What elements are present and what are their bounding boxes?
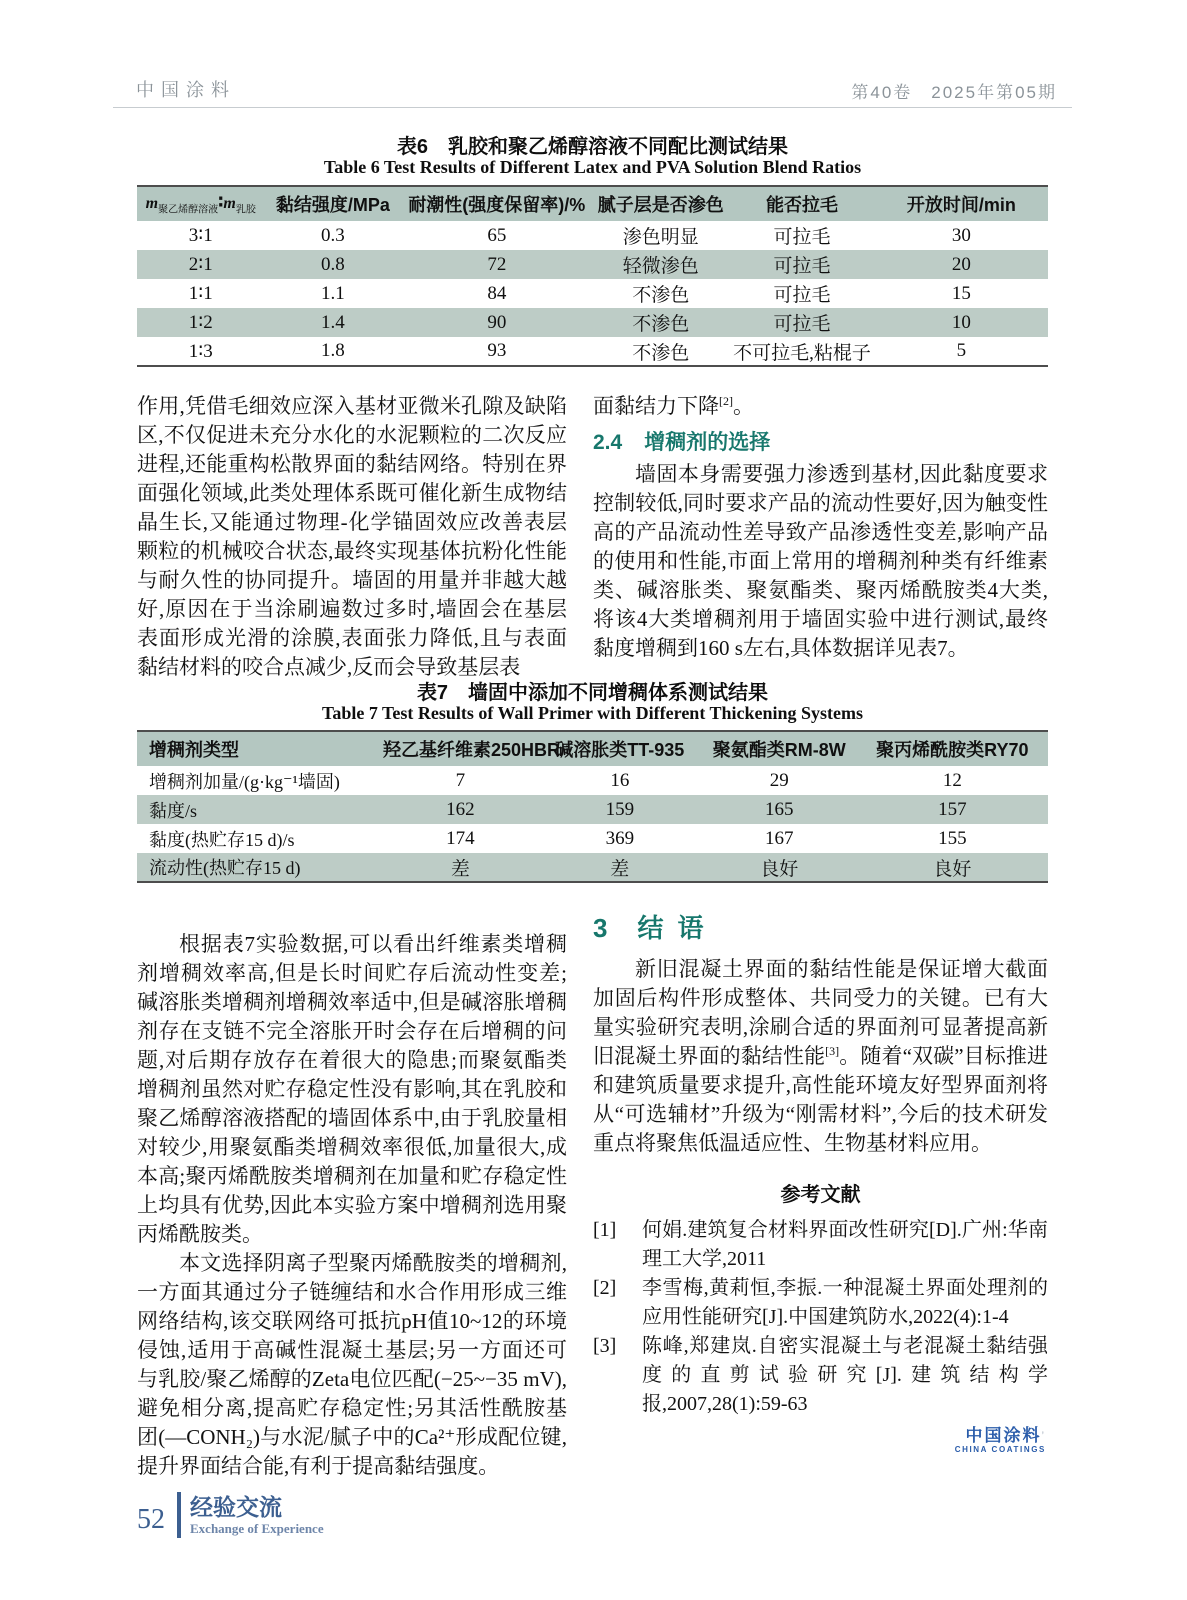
table-cell: 174 — [446, 827, 475, 849]
table-cell: 65 — [487, 224, 507, 246]
reference-number: [1] — [593, 1219, 617, 1241]
table-cell: 12 — [942, 769, 962, 791]
table-row — [137, 279, 1048, 308]
table-cell: 2∶1 — [188, 254, 213, 275]
table-cell: 167 — [764, 827, 794, 849]
table6-title-cn: 表6 乳胶和聚乙烯醇溶液不同配比测试结果 — [396, 136, 789, 158]
paragraph-text: 面黏结力下降 — [593, 394, 719, 418]
table-cell: 差 — [450, 858, 470, 880]
table6-title-en: Table 6 Test Results of Different Latex and PVA Solution Blend Ratios — [323, 157, 862, 177]
ratio-sub1: 聚乙烯醇溶液 — [158, 204, 219, 216]
table-cell: 1.1 — [320, 282, 345, 304]
table7-col-header: 增稠剂类型 — [149, 740, 239, 760]
paragraph — [593, 955, 1048, 1158]
citation-marker: [2] — [719, 394, 733, 408]
table-row — [137, 308, 1048, 337]
table7-title-cn: 表7 墙固中添加不同增稠体系测试结果 — [416, 682, 769, 704]
logo-cn-label: 中国涂料 — [965, 1426, 1042, 1445]
table-cell: 增稠剂加量/(g·kg⁻¹墙固) — [149, 771, 340, 792]
reference-number: [3] — [593, 1335, 617, 1357]
table6-col-header: 耐潮性(强度保留率)/% — [408, 195, 586, 215]
right-column — [593, 392, 1048, 682]
body-block-1 — [137, 392, 1048, 682]
ratio-colon: ∶ — [218, 192, 224, 213]
table6-col-header: 开放时间/min — [906, 195, 1016, 215]
table-cell: 72 — [487, 253, 507, 275]
reference-item — [593, 1216, 1048, 1274]
table-cell: 轻微渗色 — [622, 256, 699, 277]
paragraph — [593, 392, 1048, 421]
reference-text: 李雪梅,黄莉恒,李振.一种混凝土界面处理剂的应用性能研究[J].中国建筑防水,2022(4):1-4 — [642, 1277, 1048, 1328]
footer-section — [190, 1494, 324, 1537]
china-coatings-logo — [593, 1427, 1048, 1456]
footer-section-cn: 经验交流 — [190, 1493, 282, 1520]
table-cell: 黏度/s — [149, 800, 198, 821]
citation-marker: [3] — [825, 1044, 840, 1058]
table7-col-header: 聚丙烯酰胺类RY70 — [876, 740, 1029, 760]
table-cell: 可拉毛 — [773, 285, 831, 306]
footer-section-en: Exchange of Experience — [190, 1520, 324, 1536]
table-cell: 良好 — [933, 858, 972, 880]
table-cell: 不渗色 — [632, 314, 690, 335]
table-row — [137, 795, 1048, 824]
table6-col-header: 能否拉毛 — [765, 195, 838, 215]
reference-text: 陈峰,郑建岚.自密实混凝土与老混凝土黏结强度的直剪试验研究[J].建筑结构学报,2007,28(1):59-63 — [642, 1335, 1048, 1415]
table-cell: 20 — [951, 253, 971, 275]
body-block-2 — [137, 908, 1048, 1481]
table-cell: 0.3 — [320, 224, 345, 246]
section-number: 3 — [593, 913, 608, 943]
ratio-m2: m — [223, 195, 236, 213]
paragraph-text: 新旧混凝土界面的黏结性能是保证增大截面加固后构件形成整体、共同受力的关键。已有大量实验研究表明,涂刷合适的界面剂可显著提高新旧混凝土界面的黏结性能 — [593, 957, 1048, 1068]
table-cell: 渗色明显 — [622, 227, 699, 248]
table6-header-row — [137, 186, 1048, 221]
reference-item — [593, 1332, 1048, 1419]
table6-col-header: 腻子层是否渗色 — [597, 195, 724, 215]
table-cell: 1.4 — [320, 311, 345, 333]
table6 — [137, 185, 1048, 367]
table7-col-header: 羟乙基纤维素250HBR — [382, 740, 560, 760]
table-row — [137, 824, 1048, 853]
paragraph: 根据表7实验数据,可以看出纤维素类增稠剂增稠效率高,但是长时间贮存后流动性变差;碱溶胀类增稠剂增稠效率适中,但是碱溶胀增稠剂存在支链不完全溶胀开时会存在后增稠的问题,对后期存放存在着很大的隐患;而聚氨酯类增稠剂虽然对贮存稳定性没有影响,其在乳胶和聚乙烯醇溶液搭配的墙固体系中,由于乳胶量相对较少,用聚氨酯类增稠效率很低,加量很大,成本高;聚丙烯酰胺类增稠剂在加量和贮存稳定性上均具有优势,因此本实验方案中增稠剂选用聚丙烯酰胺类。 — [137, 932, 567, 1246]
header-rule — [113, 107, 1072, 108]
table-cell: 159 — [605, 798, 635, 820]
table-row — [137, 221, 1048, 250]
footer-divider-bar — [177, 1492, 181, 1538]
table-cell: 差 — [610, 858, 630, 880]
table-cell: 黏度(热贮存15 d)/s — [149, 829, 295, 850]
issue-info: 第40卷 2025年第05期 — [851, 83, 1057, 102]
page-footer — [137, 1492, 324, 1538]
table-cell: 155 — [938, 827, 967, 849]
table-cell: 不可拉毛,粘棍子 — [733, 342, 871, 364]
table-cell: 84 — [487, 282, 507, 304]
table-cell: 16 — [610, 769, 630, 791]
table-cell: 3∶1 — [188, 225, 213, 246]
table6-col-header: 黏结强度/MPa — [275, 195, 390, 215]
table-cell: 90 — [487, 311, 507, 333]
logo-text-cn — [593, 1427, 1046, 1444]
table7 — [137, 730, 1048, 883]
paragraph: 本文选择阴离子型聚丙烯酰胺类的增稠剂,一方面其通过分子链缠结和水合作用形成三维网络结构,该交联网络可抵抗pH值10~12的环境侵蚀,适用于高碱性混凝土基层;另一方面还可与乳胶/聚乙烯醇的Zeta电位匹配(−25~−35 mV),避免相分离,提高贮存稳定性;另其活性酰胺基团(—CONH₂)与水泥/腻子中的Ca²⁺形成配位键,提升界面结合能,有利于提高黏结强度。 — [137, 1251, 567, 1478]
section-heading-2-4 — [593, 426, 1048, 456]
table-cell: 可拉毛 — [773, 314, 831, 335]
table7-col-header: 聚氨酯类RM-8W — [712, 740, 846, 760]
page-number: 52 — [137, 1504, 165, 1535]
ratio-sub2: 乳胶 — [235, 204, 256, 216]
table-cell: 162 — [446, 798, 475, 820]
table-cell: 10 — [951, 311, 971, 333]
paragraph-text: 。随着“双碳”目标推进和建筑质量要求提升,高性能环境友好型界面剂将从“可选辅材”升级为“刚需材料”,今后的技术研发重点将聚焦低温适应性、生物基材料应用。 — [593, 1044, 1048, 1155]
section-heading-3 — [593, 908, 1048, 945]
table-cell: 不渗色 — [632, 285, 690, 306]
paragraph-text: 。 — [733, 394, 754, 418]
paragraph: 墙固本身需要强力渗透到基材,因此黏度要求控制较低,同时要求产品的流动性要好,因为触变性高的产品流动性差导致产品渗透性变差,影响产品的使用和性能,市面上常用的增稠剂种类有纤维素类、碱溶胀类、聚氨酯类、聚丙烯酰胺类4大类,将该4大类增稠剂用于墙固实验中进行测试,最终黏度增稠到160 s左右,具体数据详见表7。 — [593, 462, 1048, 660]
references-heading: 参考文献 — [780, 1184, 861, 1206]
table-cell: 5 — [956, 340, 967, 361]
logo-trademark-tick: ’ — [1041, 1430, 1046, 1440]
section-title: 增稠剂的选择 — [644, 431, 771, 454]
table-cell: 良好 — [760, 858, 799, 880]
table-cell: 1∶1 — [188, 283, 213, 304]
table-row — [137, 250, 1048, 279]
logo-text-en: CHINA COATINGS — [954, 1445, 1046, 1454]
table-cell: 15 — [951, 282, 971, 304]
table-cell: 1∶2 — [188, 312, 213, 333]
table7-col-header: 碱溶胀类TT-935 — [555, 740, 685, 760]
table7-title-en: Table 7 Test Results of Wall Primer with Different Thickening Systems — [321, 703, 864, 723]
left-column — [137, 392, 567, 682]
table-cell: 29 — [769, 769, 789, 791]
reference-text: 何娟.建筑复合材料界面改性研究[D].广州:华南理工大学,2011 — [642, 1219, 1048, 1270]
table-cell: 可拉毛 — [773, 256, 831, 277]
table-cell: 93 — [487, 340, 507, 361]
reference-item — [593, 1274, 1048, 1332]
table-cell: 1.8 — [320, 340, 345, 361]
table-cell: 1∶3 — [188, 340, 213, 362]
left-column — [137, 908, 567, 1481]
table-cell: 369 — [605, 827, 635, 849]
reference-number: [2] — [593, 1277, 617, 1299]
table7-header-row — [137, 731, 1048, 766]
table-row — [137, 766, 1048, 795]
table-cell: 165 — [764, 798, 794, 820]
table-cell: 7 — [455, 769, 466, 791]
ratio-m1: m — [145, 195, 159, 213]
section-title: 结语 — [637, 913, 718, 943]
table-cell: 30 — [951, 224, 971, 246]
table-cell: 0.8 — [320, 253, 345, 275]
right-column — [593, 908, 1048, 1481]
table-cell: 不渗色 — [632, 342, 690, 364]
table-row — [137, 853, 1048, 882]
table-cell: 可拉毛 — [773, 227, 831, 248]
table6-col-ratio — [137, 186, 265, 221]
table-cell: 流动性(热贮存15 d) — [149, 858, 301, 878]
table-cell: 157 — [938, 798, 967, 820]
section-number: 2.4 — [593, 431, 623, 454]
journal-name: 中国涂料 — [136, 80, 236, 100]
table-row — [137, 337, 1048, 366]
paragraph: 作用,凭借毛细效应深入基材亚微米孔隙及缺陷区,不仅促进未充分水化的水泥颗粒的二次反应进程,还能重构松散界面的黏结网络。特别在界面强化领域,此类处理体系既可催化新生成物结晶生长,又能通过物理-化学锚固效应改善表层颗粒的机械咬合状态,最终实现基体抗粉化性能与耐久性的协同提升。墙固的用量并非越大越好,原因在于当涂刷遍数过多时,墙固会在基层表面形成光滑的涂膜,表面张力降低,且与表面黏结材料的咬合点减少,反而会导致基层表 — [137, 394, 567, 679]
